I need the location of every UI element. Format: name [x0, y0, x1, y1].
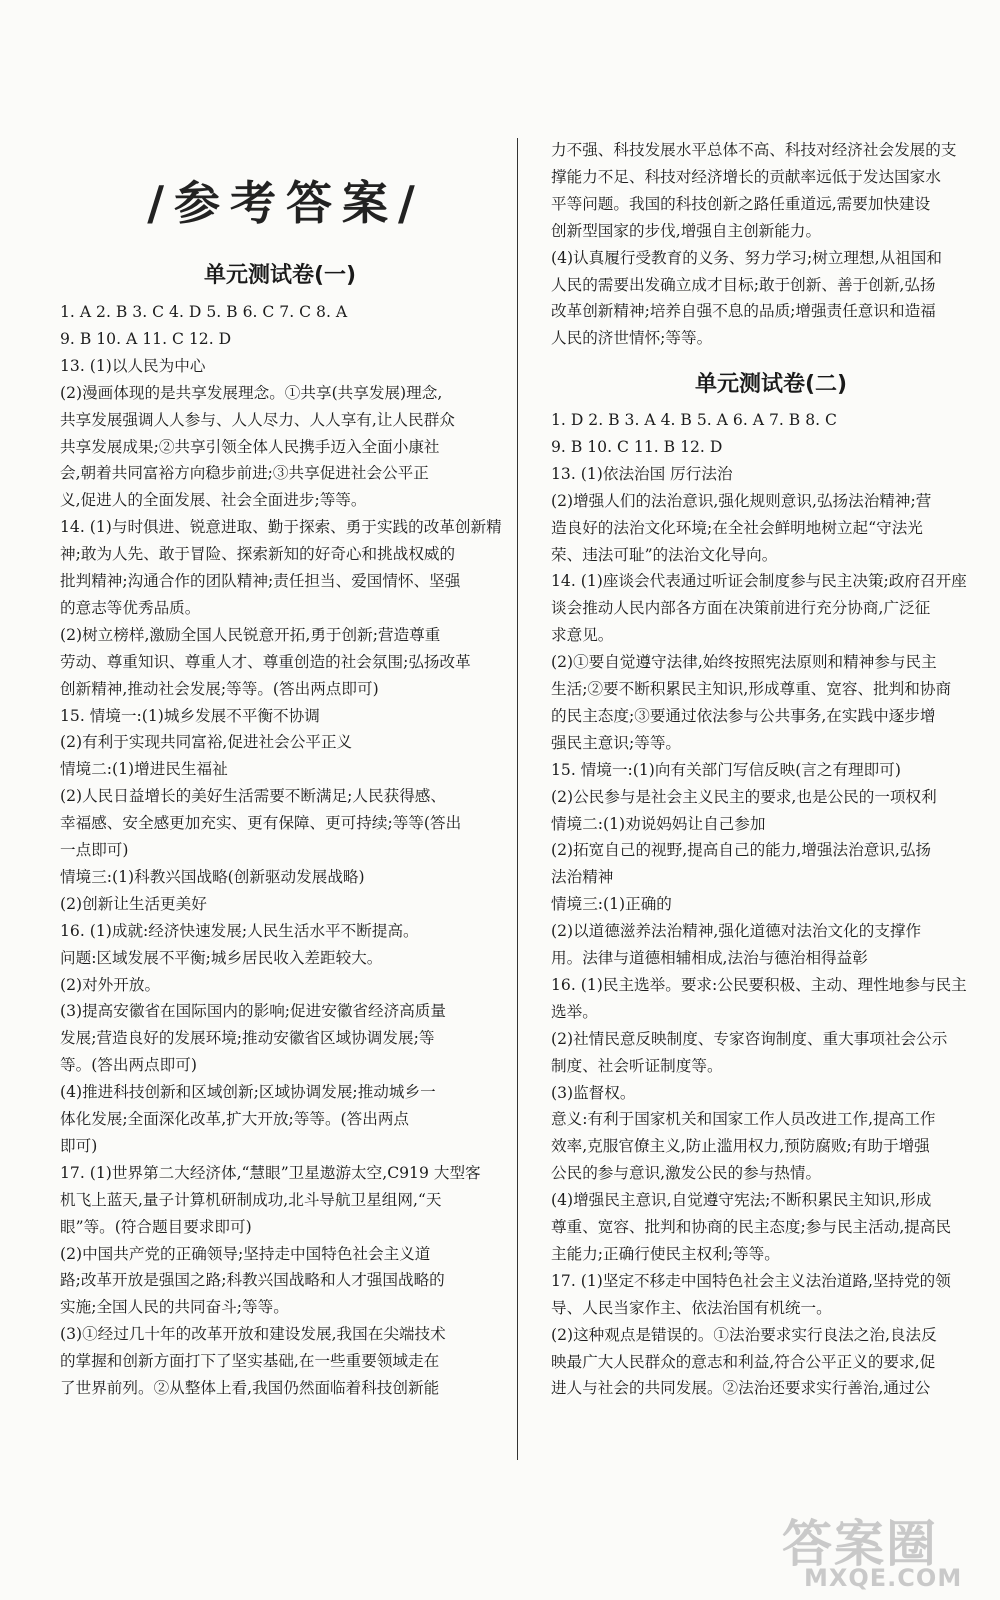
- answer-line: (2)公民参与是社会主义民主的要求,也是公民的一项权利: [551, 787, 937, 806]
- answer-line: 效率,克服官僚主义,防止滥用权力,预防腐败;有助于增强: [551, 1137, 930, 1156]
- answer-line: (2)有利于实现共同富裕,促进社会公平正义: [60, 733, 353, 752]
- answer-line: 机飞上蓝天,量子计算机研制成功,北斗导航卫星组网,“天: [60, 1190, 442, 1209]
- answer-line: 幸福感、安全感更加充实、更有保障、更可持续;等等(答出: [60, 814, 462, 833]
- answer-line: 15. 情境一:(1)城乡发展不平衡不协调: [60, 706, 320, 725]
- answer-line: 体化发展;全面深化改革,扩大开放;等等。(答出两点: [60, 1110, 410, 1128]
- answer-line: 14. (1)与时俱进、锐意进取、勤于探索、勇于实践的改革创新精: [60, 518, 502, 537]
- answer-line: 制度、社会听证制度等。: [551, 1056, 723, 1075]
- answer-line: 问题:区域发展不平衡;城乡居民收入差距较大。: [60, 948, 383, 967]
- answer-line: 13. (1)依法治国 厉行法治: [551, 464, 733, 483]
- answer-line: 13. (1)以人民为中心: [60, 356, 206, 375]
- answer-line: (3)提高安徽省在国际国内的影响;促进安徽省经济高质量: [60, 1002, 446, 1021]
- answer-line: (2)拓宽自己的视野,提高自己的能力,增强法治意识,弘扬: [551, 841, 932, 860]
- answer-line: 9. B 10. C 11. B 12. D: [551, 437, 723, 456]
- answer-line: (3)①经过几十年的改革开放和建设发展,我国在尖端技术: [60, 1325, 446, 1344]
- answer-line: (2)人民日益增长的美好生活需要不断满足;人民获得感、: [60, 787, 446, 806]
- answer-line: 的掌握和创新方面打下了坚实基础,在一些重要领域走在: [60, 1352, 440, 1371]
- answer-line: 劳动、尊重知识、尊重人才、尊重创造的社会氛围;弘扬改革: [60, 652, 471, 671]
- section-title-unit-test-2: 单元测试卷(二): [694, 372, 848, 397]
- answer-line: (3)监督权。: [551, 1083, 636, 1102]
- answer-line: (2)中国共产党的正确领导;坚持走中国特色社会主义道: [60, 1244, 431, 1263]
- answer-line: 实施;全国人民的共同奋斗;等等。: [60, 1298, 289, 1317]
- column-divider: [517, 138, 518, 1460]
- answer-line: 生活;②要不断积累民主知识,形成尊重、宽容、批判和协商: [551, 680, 952, 698]
- answer-line: 会,朝着共同富裕方向稳步前进;③共享促进社会公平正: [60, 464, 429, 483]
- answer-line: 强民主意识;等等。: [551, 733, 682, 752]
- answer-line: 谈会推动人民内部各方面在决策前进行充分协商,广泛征: [551, 599, 931, 618]
- answer-line: 映最广大人民群众的意志和利益,符合公平正义的要求,促: [551, 1352, 936, 1371]
- answer-line: 情境三:(1)正确的: [551, 895, 672, 914]
- answer-line: 即可): [60, 1136, 98, 1155]
- answer-line: 了世界前列。②从整体上看,我国仍然面临着科技创新能: [60, 1379, 440, 1397]
- answer-line: 人民的济世情怀;等等。: [551, 329, 713, 348]
- answer-line: 造良好的法治文化环境;在全社会鲜明地树立起“守法光: [551, 518, 923, 537]
- answer-line: 发展;营造良好的发展环境;推动安徽省区域协调发展;等: [60, 1029, 435, 1048]
- answer-line: 公民的参与意识,激发公民的参与热情。: [551, 1164, 822, 1183]
- answer-line: 1. A 2. B 3. C 4. D 5. B 6. C 7. C 8. A: [60, 303, 348, 321]
- watermark-url: MXQE.COM: [804, 1564, 963, 1592]
- answer-line: (2)以道德滋养法治精神,强化道德对法治文化的支撑作: [551, 922, 922, 941]
- answer-line: 17. (1)坚定不移走中国特色社会主义法治道路,坚持党的领: [551, 1271, 951, 1290]
- answer-line: (2)增强人们的法治意识,强化规则意识,弘扬法治精神;营: [551, 491, 932, 510]
- answer-line: 撑能力不足、科技对经济增长的贡献率远低于发达国家水: [551, 167, 941, 186]
- answer-line: 义,促进人的全面发展、社会全面进步;等等。: [60, 491, 367, 510]
- answer-line: (2)树立榜样,激励全国人民锐意开拓,勇于创新;营造尊重: [60, 625, 441, 644]
- answer-line: 意义:有利于国家机关和国家工作人员改进工作,提高工作: [551, 1110, 936, 1129]
- answer-line: 9. B 10. A 11. C 12. D: [60, 329, 232, 348]
- answer-line: (2)①要自觉遵守法律,始终按照宪法原则和精神参与民主: [551, 653, 937, 672]
- answer-line: 17. (1)世界第二大经济体,“慧眼”卫星遨游太空,C919 大型客: [60, 1163, 481, 1182]
- answer-line: 人民的需要出发确立成才目标;敢于创新、善于创新,弘扬: [551, 275, 936, 294]
- page-title: /参考答案/: [147, 176, 425, 230]
- answer-line: (2)对外开放。: [60, 975, 161, 994]
- answer-line: 共享发展强调人人参与、人人尽力、人人享有,让人民群众: [60, 410, 455, 429]
- answer-line: (2)这种观点是错误的。①法治要求实行良法之治,良法反: [551, 1325, 937, 1344]
- answer-line: 主能力;正确行使民主权利;等等。: [551, 1244, 780, 1263]
- answer-line: 的民主态度;③要通过依法参与公共事务,在实践中逐步增: [551, 706, 936, 725]
- answer-line: 法治精神: [551, 868, 614, 887]
- answer-line: (2)社情民意反映制度、专家咨询制度、重大事项社会公示: [551, 1029, 948, 1048]
- answer-line: 的意志等优秀品质。: [60, 598, 201, 617]
- answer-line: 一点即可): [60, 841, 129, 859]
- answer-line: (2)漫画体现的是共享发展理念。①共享(共享发展)理念,: [60, 383, 443, 402]
- answer-line: 情境二:(1)增进民生福祉: [60, 760, 228, 779]
- answer-line: 共享发展成果;②共享引领全体人民携手迈入全面小康社: [60, 437, 440, 456]
- answer-line: 创新型国家的步伐,增强自主创新能力。: [551, 221, 822, 240]
- answer-line: 平等问题。我国的科技创新之路任重道远,需要加快建设: [551, 194, 931, 213]
- answer-line: 1. D 2. B 3. A 4. B 5. A 6. A 7. B 8. C: [551, 411, 837, 429]
- answer-line: 尊重、宽容、批判和协商的民主态度;参与民主活动,提高民: [551, 1218, 952, 1236]
- answer-line: 荣、违法可耻”的法治文化导向。: [551, 545, 778, 564]
- answer-line: (4)推进科技创新和区域创新;区域协调发展;推动城乡一: [60, 1083, 436, 1102]
- answer-line: 力不强、科技发展水平总体不高、科技对经济社会发展的支: [551, 141, 957, 159]
- answer-line: 情境二:(1)劝说妈妈让自己参加: [551, 814, 766, 833]
- answer-line: 眼”等。(符合题目要求即可): [60, 1217, 252, 1236]
- answer-line: 导、人民当家作主、依法治国有机统一。: [551, 1298, 832, 1317]
- answer-line: 15. 情境一:(1)向有关部门写信反映(言之有理即可): [551, 760, 901, 779]
- section-title-unit-test-1: 单元测试卷(一): [203, 263, 357, 288]
- answer-line: 16. (1)民主选举。要求:公民要积极、主动、理性地参与民主: [551, 975, 967, 994]
- answer-line: 等。(答出两点即可): [60, 1056, 197, 1075]
- answer-line: 情境三:(1)科教兴国战略(创新驱动发展战略): [60, 867, 365, 886]
- answer-line: 进人与社会的共同发展。②法治还要求实行善治,通过公: [551, 1379, 931, 1398]
- answer-line: 14. (1)座谈会代表通过听证会制度参与民主决策;政府召开座: [551, 572, 967, 591]
- answer-line: 路;改革开放是强国之路;科教兴国战略和人才强国战略的: [60, 1271, 445, 1290]
- answer-line: 批判精神;沟通合作的团队精神;责任担当、爱国情怀、坚强: [60, 572, 461, 590]
- answer-line: 神;敢为人先、敢于冒险、探索新知的好奇心和挑战权威的: [60, 545, 456, 564]
- answer-line: (2)创新让生活更美好: [60, 894, 207, 913]
- answer-line: 16. (1)成就:经济快速发展;人民生活水平不断提高。: [60, 921, 419, 940]
- answer-line: 创新精神,推动社会发展;等等。(答出两点即可): [60, 679, 379, 698]
- answer-line: (4)增强民主意识,自觉遵守宪法;不断积累民主知识,形成: [551, 1191, 932, 1210]
- answer-line: 求意见。: [551, 626, 614, 645]
- answer-line: (4)认真履行受教育的义务、努力学习;树立理想,从祖国和: [551, 248, 942, 267]
- answer-line: 用。法律与道德相辅相成,法治与德治相得益彰: [551, 949, 868, 967]
- watermark-logo: [752, 1504, 992, 1594]
- watermark-text: 答案圈: [782, 1515, 938, 1573]
- answer-line: 改革创新精神;培养自强不息的品质;增强责任意识和造福: [551, 302, 936, 321]
- answer-line: 选举。: [551, 1002, 598, 1021]
